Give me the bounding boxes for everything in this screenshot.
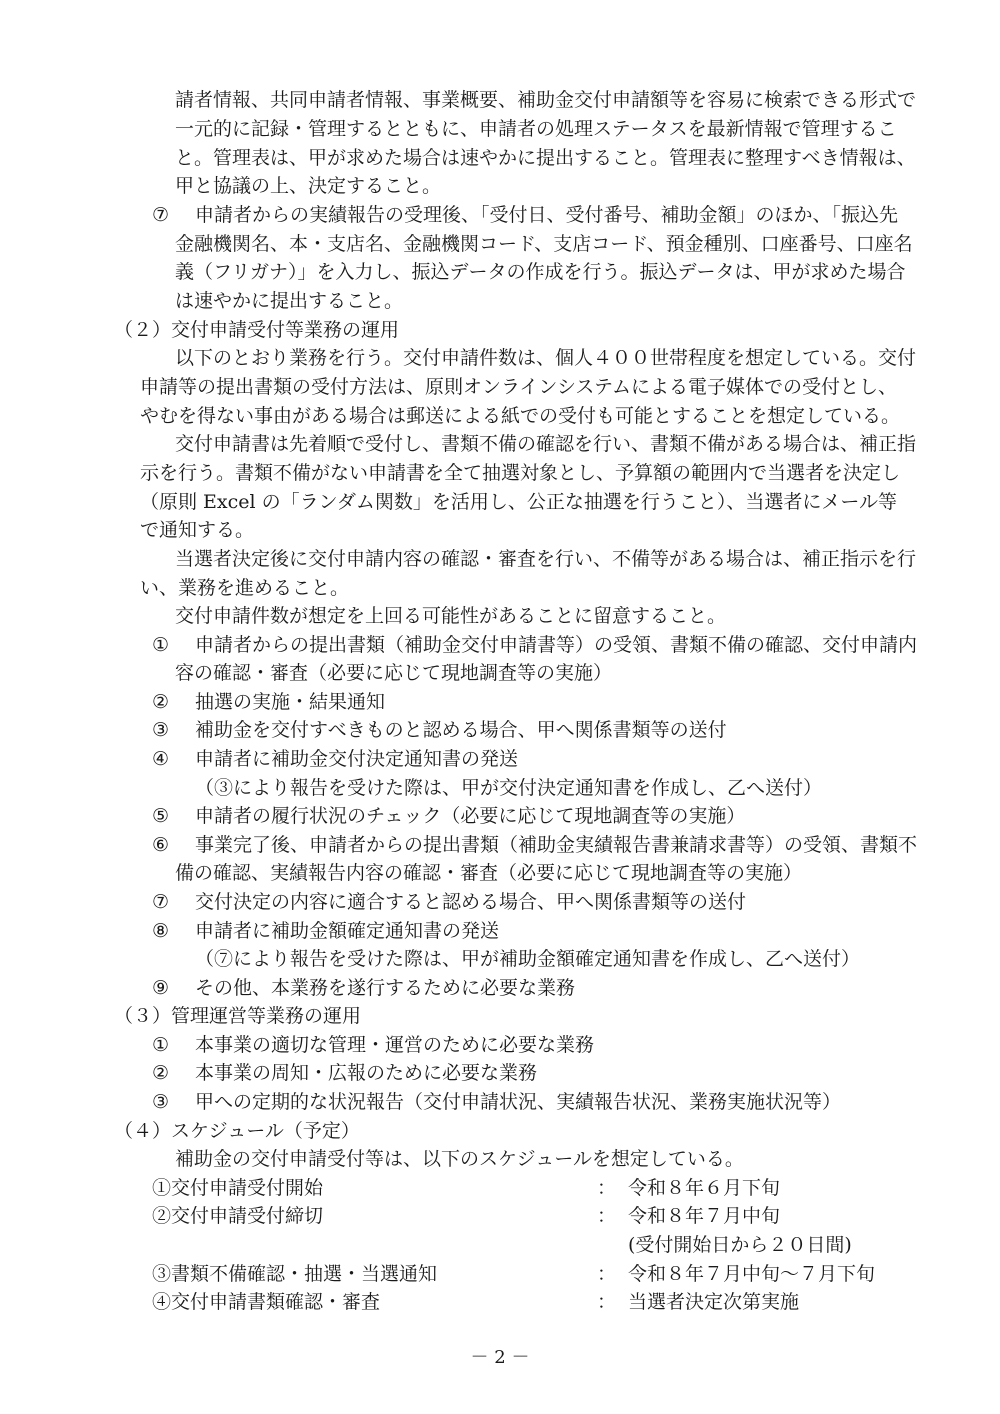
list-item-text: 甲への定期的な状況報告（交付申請状況、実績報告状況、業務実施状況等） [195, 1091, 842, 1113]
schedule-colon: ： [597, 1291, 617, 1313]
paragraph-line: 一元的に記録・管理するとともに、申請者の処理ステータスを最新情報で管理するこ [175, 118, 897, 140]
paragraph-line: 補助金の交付申請受付等は、以下のスケジュールを想定している。 [175, 1148, 744, 1170]
list-item-text: 申請者からの実績報告の受理後、「受付日、受付番号、補助金額」のほか、「振込先 [195, 204, 899, 226]
schedule-label: ①交付申請受付開始 [152, 1177, 324, 1199]
list-marker: ③ [152, 1091, 170, 1113]
schedule-value: 令和８年７月中旬 [628, 1205, 781, 1227]
paragraph-line: 申請等の提出書類の受付方法は、原則オンラインシステムによる電子媒体での受付とし、 [140, 376, 898, 398]
paragraph-line: 以下のとおり業務を行う。交付申請件数は、個人４００世帯程度を想定している。交付 [175, 347, 917, 369]
list-marker: ⑦ [152, 891, 170, 913]
list-item-text: 申請者に補助金交付決定通知書の発送 [195, 748, 519, 770]
list-marker: ② [152, 1062, 170, 1084]
list-item-text: 容の確認・審査（必要に応じて現地調査等の実施） [175, 662, 613, 684]
schedule-label: ④交付申請書類確認・審査 [152, 1291, 381, 1313]
schedule-label: ③書類不備確認・抽選・当選通知 [152, 1263, 438, 1285]
section-heading: （２）交付申請受付等業務の運用 [114, 319, 400, 341]
list-item-text: 本事業の周知・広報のために必要な業務 [195, 1062, 538, 1084]
paragraph-line: 請者情報、共同申請者情報、事業概要、補助金交付申請額等を容易に検索できる形式で [175, 89, 917, 111]
list-item-text: 義（フリガナ）」を入力し、振込データの作成を行う。振込データは、甲が求めた場合 [175, 261, 906, 283]
paragraph-line: （原則 Excel の「ランダム関数」を活用し、公正な抽選を行うこと）、当選者にメール等 [140, 491, 897, 513]
list-marker: ③ [152, 719, 170, 741]
list-item-text: 申請者に補助金額確定通知書の発送 [195, 920, 500, 942]
list-item-text: は速やかに提出すること。 [175, 290, 404, 312]
list-item-text: 交付決定の内容に適合すると認める場合、甲へ関係書類等の送付 [195, 891, 747, 913]
list-item-text: 事業完了後、申請者からの提出書類（補助金実績報告書兼請求書等）の受領、書類不 [195, 834, 918, 856]
paragraph-line: 甲と協議の上、決定すること。 [175, 175, 442, 197]
paragraph-line: 当選者決定後に交付申請内容の確認・審査を行い、不備等がある場合は、補正指示を行 [175, 548, 917, 570]
list-item-note: （③により報告を受けた際は、甲が交付決定通知書を作成し、乙へ送付） [195, 777, 823, 799]
schedule-note: (受付開始日から２０日間) [628, 1234, 852, 1256]
paragraph-line: と。管理表は、甲が求めた場合は速やかに提出すること。管理表に整理すべき情報は、 [175, 147, 916, 169]
list-marker: ② [152, 691, 170, 713]
page-number: － 2 － [470, 1347, 530, 1368]
list-marker: ⑨ [152, 977, 170, 999]
paragraph-line: い、業務を進めること。 [140, 577, 350, 599]
list-marker: ⑧ [152, 920, 170, 942]
schedule-value: 令和８年７月中旬～７月下旬 [628, 1263, 876, 1285]
list-marker: ④ [152, 748, 170, 770]
paragraph-line: 示を行う。書類不備がない申請書を全て抽選対象とし、予算額の範囲内で当選者を決定し [140, 462, 901, 484]
paragraph-line: 交付申請件数が想定を上回る可能性があることに留意すること。 [175, 605, 727, 627]
list-marker: ⑦ [152, 204, 170, 226]
list-item-text: 本事業の適切な管理・運営のために必要な業務 [195, 1034, 595, 1056]
list-item-text: 金融機関名、本・支店名、金融機関コード、支店コード、預金種別、口座番号、口座名 [175, 233, 913, 255]
list-marker: ① [152, 634, 170, 656]
list-item-text: 申請者からの提出書類（補助金交付申請書等）の受領、書類不備の確認、交付申請内 [195, 634, 918, 656]
list-marker: ⑤ [152, 805, 170, 827]
schedule-colon: ： [597, 1177, 617, 1199]
schedule-label: ②交付申請受付締切 [152, 1205, 324, 1227]
list-item-text: その他、本業務を遂行するために必要な業務 [195, 977, 576, 999]
list-item-text: 申請者の履行状況のチェック（必要に応じて現地調査等の実施） [195, 805, 746, 827]
list-item-text: 抽選の実施・結果通知 [195, 691, 386, 713]
paragraph-line: で通知する。 [140, 519, 255, 541]
section-heading: （４）スケジュール（予定） [114, 1120, 360, 1142]
schedule-value: 令和８年６月下旬 [628, 1177, 781, 1199]
list-item-note: （⑦により報告を受けた際は、甲が補助金額確定通知書を作成し、乙へ送付） [195, 948, 861, 970]
schedule-value: 当選者決定次第実施 [628, 1291, 800, 1313]
list-item-text: 備の確認、実績報告内容の確認・審査（必要に応じて現地調査等の実施） [175, 862, 803, 884]
list-marker: ① [152, 1034, 170, 1056]
schedule-colon: ： [597, 1205, 617, 1227]
schedule-colon: ： [597, 1263, 617, 1285]
list-item-text: 補助金を交付すべきものと認める場合、甲へ関係書類等の送付 [195, 719, 727, 741]
paragraph-line: 交付申請書は先着順で受付し、書類不備の確認を行い、書類不備がある場合は、補正指 [175, 433, 917, 455]
list-marker: ⑥ [152, 834, 170, 856]
section-heading: （３）管理運営等業務の運用 [114, 1005, 362, 1027]
paragraph-line: やむを得ない事由がある場合は郵送による紙での受付も可能とすることを想定している。 [140, 405, 901, 427]
